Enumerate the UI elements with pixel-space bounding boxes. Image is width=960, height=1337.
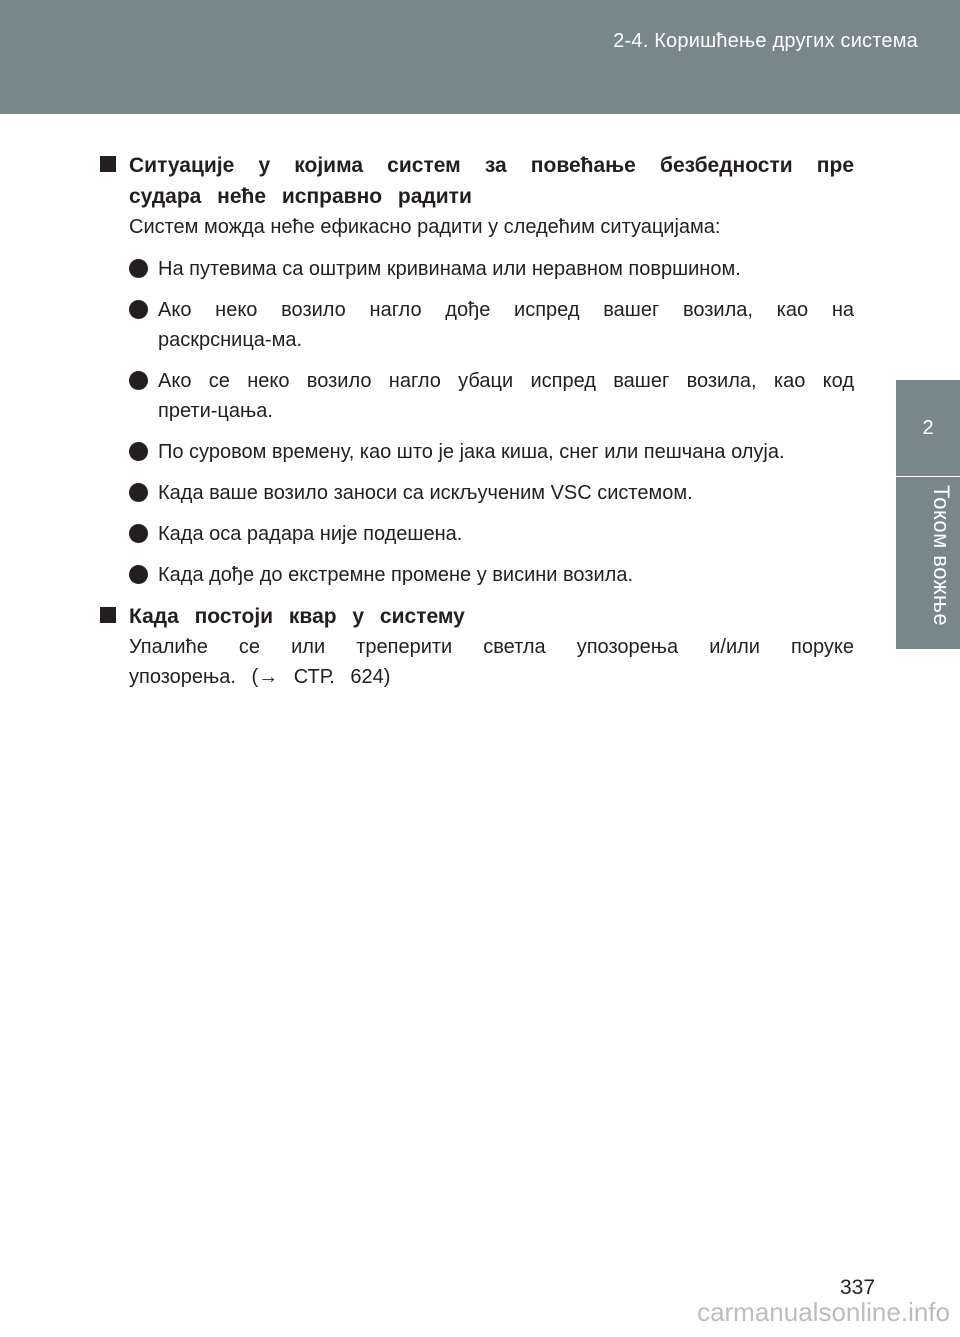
- list-item: [129, 254, 854, 284]
- situations-list: [129, 254, 854, 590]
- chapter-label: Током вожње: [929, 485, 954, 627]
- chapter-tab: [896, 380, 960, 476]
- main-content: [100, 150, 854, 692]
- list-item-text: По суровом времену, као што је јака киша, снег или пешчана олуја.: [158, 441, 785, 463]
- list-item: [129, 437, 854, 467]
- section-title: Када постоји квар у систему: [129, 605, 465, 628]
- round-bullet-icon: [129, 259, 148, 278]
- round-bullet-icon: [129, 371, 148, 390]
- list-item: [129, 560, 854, 590]
- list-item: [129, 519, 854, 549]
- list-item-text: Када ваше возило заноси са искљученим VSC системом.: [158, 482, 693, 504]
- section-situations: [100, 150, 854, 590]
- round-bullet-icon: [129, 483, 148, 502]
- list-item: [129, 478, 854, 508]
- list-item-text: Када оса радара није подешена.: [158, 523, 463, 545]
- round-bullet-icon: [129, 565, 148, 584]
- round-bullet-icon: [129, 442, 148, 461]
- list-item: [129, 366, 854, 426]
- round-bullet-icon: [129, 300, 148, 319]
- page-number: 337: [840, 1276, 876, 1299]
- list-item-text: На путевима са оштрим кривинама или неравном површином.: [158, 258, 741, 280]
- section-text: Упалиће се или треперити светла упозорења и/или поруке упозорења. (→ СТР. 624): [129, 636, 854, 688]
- chapter-number: 2: [922, 417, 934, 439]
- section-title: Ситуације у којима систем за повећање безбедности пре судара неће исправно радити: [129, 154, 854, 208]
- square-bullet-icon: [100, 156, 116, 172]
- list-item-text: Ако неко возило нагло дође испред вашег возила, као на раскрсница-ма.: [158, 299, 854, 351]
- list-item: [129, 295, 854, 355]
- section-intro: Систем можда неће ефикасно радити у следећим ситуацијама:: [129, 216, 721, 238]
- header-title: 2-4. Коришћење других система: [613, 30, 918, 52]
- page-header: [0, 0, 960, 114]
- list-item-text: Када дође до екстремне промене у висини возила.: [158, 564, 634, 586]
- section-malfunction: [100, 601, 854, 692]
- list-item-text: Ако се неко возило нагло убаци испред вашег возила, као код прети-цања.: [158, 370, 854, 422]
- square-bullet-icon: [100, 607, 116, 623]
- round-bullet-icon: [129, 524, 148, 543]
- watermark: carmanualsonline.info: [697, 1297, 950, 1327]
- chapter-label-tab: [896, 477, 960, 649]
